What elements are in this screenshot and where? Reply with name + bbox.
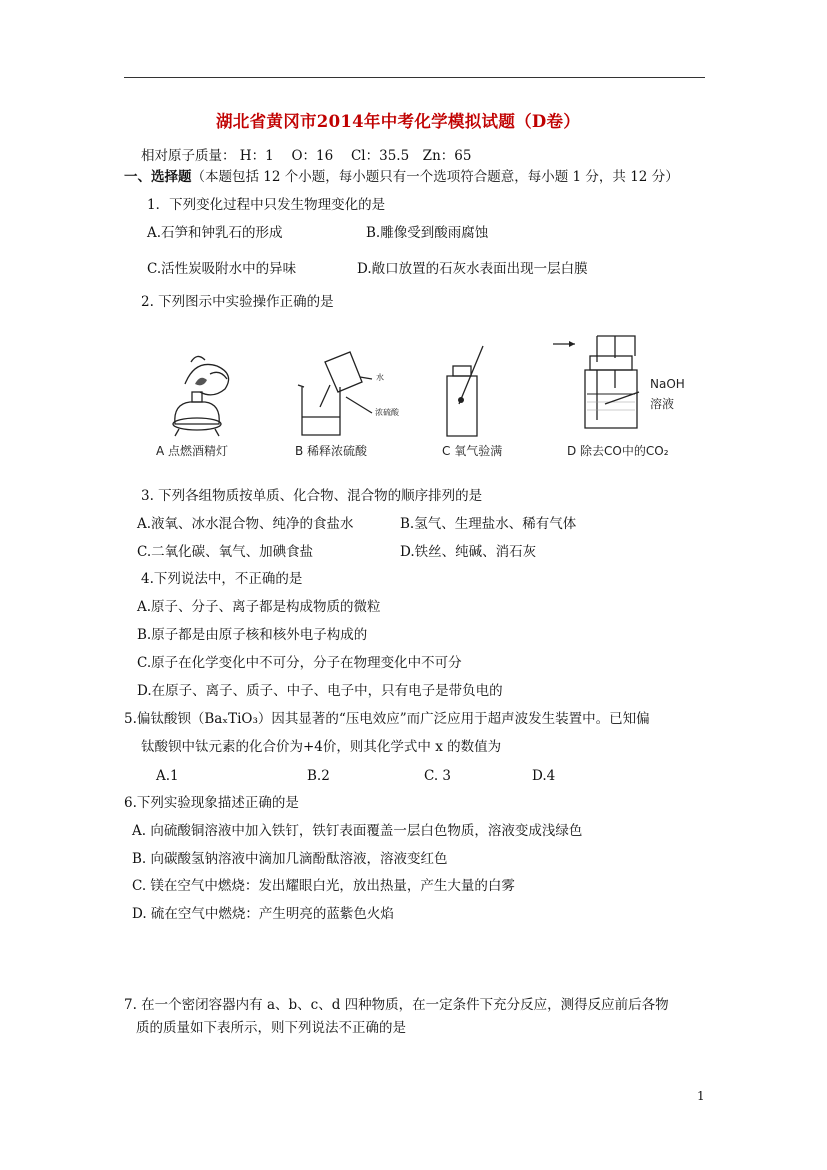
q1-option-d: D.敞口放置的石灰水表面出现一层白膜 (357, 261, 588, 277)
caption-c: C 氧气验满 (442, 444, 503, 458)
q3-option-a: A.液氧、冰水混合物、纯净的食盐水 (137, 516, 354, 532)
page-title: 湖北省黄冈市2014年中考化学模拟试题（D卷） (216, 112, 581, 131)
q7-stem-line2: 质的质量如下表所示，则下列说法不正确的是 (136, 1020, 406, 1036)
q2-stem: 2. 下列图示中实验操作正确的是 (141, 294, 334, 310)
page-number: 1 (697, 1089, 705, 1103)
q4-stem: 4.下列说法中，不正确的是 (141, 571, 303, 587)
q3-option-c: C.二氧化碳、氧气、加碘食盐 (137, 544, 314, 560)
q4-option-b: B.原子都是由原子核和核外电子构成的 (137, 627, 368, 643)
q2-figures (150, 332, 710, 462)
water-label: 水 (376, 373, 384, 382)
section-title: 一、选择题 (124, 169, 192, 185)
q5-option-d: D.4 (532, 768, 556, 784)
q6-option-c: C. 镁在空气中燃烧：发出耀眼白光，放出热量，产生大量的白雾 (132, 878, 515, 894)
caption-a: A 点燃酒精灯 (156, 444, 229, 458)
q6-option-b: B. 向碳酸氢钠溶液中滴加几滴酚酞溶液，溶液变红色 (132, 851, 448, 867)
q5-stem-line2: 钛酸钡中钛元素的化合价为+4价，则其化学式中 x 的数值为 (141, 739, 502, 755)
gas-washing-bottle-figure (545, 332, 655, 442)
q4-option-d: D.在原子、离子、质子、中子、电子中，只有电子是带负电的 (137, 683, 503, 699)
q6-stem: 6.下列实验现象描述正确的是 (124, 795, 299, 811)
q1-option-b: B.雕像受到酸雨腐蚀 (366, 225, 489, 241)
q3-stem: 3. 下列各组物质按单质、化合物、混合物的顺序排列的是 (141, 488, 483, 504)
caption-b: B 稀释浓硫酸 (295, 444, 368, 458)
section-heading (124, 168, 679, 186)
dilute-acid-figure (290, 347, 400, 442)
q5-option-c: C. 3 (424, 768, 452, 784)
solution-label: 溶液 (650, 397, 675, 411)
q4-option-a: A.原子、分子、离子都是构成物质的微粒 (137, 599, 381, 615)
header-rule (124, 77, 705, 78)
q5-option-a: A.1 (156, 768, 179, 784)
caption-d: D 除去CO中的CO₂ (567, 444, 669, 458)
section-description: （本题包括 12 个小题，每小题只有一个选项符合题意，每小题 1 分，共 12 分） (191, 169, 679, 185)
acid-label: 浓硫酸 (375, 408, 399, 417)
alcohol-lamp-figure (155, 354, 245, 439)
q5-option-b: B.2 (307, 768, 330, 784)
q3-option-b: B.氢气、生理盐水、稀有气体 (400, 516, 577, 532)
q3-option-d: D.铁丝、纯碱、消石灰 (400, 544, 537, 560)
q4-option-c: C.原子在化学变化中不可分，分子在物理变化中不可分 (137, 655, 462, 671)
q1-option-c: C.活性炭吸附水中的异味 (147, 261, 297, 277)
q1-stem: 1．下列变化过程中只发生物理变化的是 (147, 197, 386, 213)
oxygen-test-figure (435, 344, 495, 444)
q6-option-d: D. 硫在空气中燃烧：产生明亮的蓝紫色火焰 (132, 906, 394, 922)
atomic-mass-line: 相对原子质量： H：1 O：16 Cl：35.5 Zn：65 (141, 148, 472, 164)
q6-option-a: A. 向硫酸铜溶液中加入铁钉，铁钉表面覆盖一层白色物质，溶液变成浅绿色 (132, 823, 583, 839)
q1-option-a: A.石笋和钟乳石的形成 (147, 225, 283, 241)
q7-stem-line1: 7. 在一个密闭容器内有 a、b、c、d 四种物质，在一定条件下充分反应，测得反应前后各物 (124, 997, 669, 1013)
q5-stem-line1: 5.偏钛酸钡（BaₓTiO₃）因其显著的“压电效应”而广泛应用于超声波发生装置中。已知偏 (124, 711, 650, 727)
naoh-label: NaOH (650, 377, 685, 391)
